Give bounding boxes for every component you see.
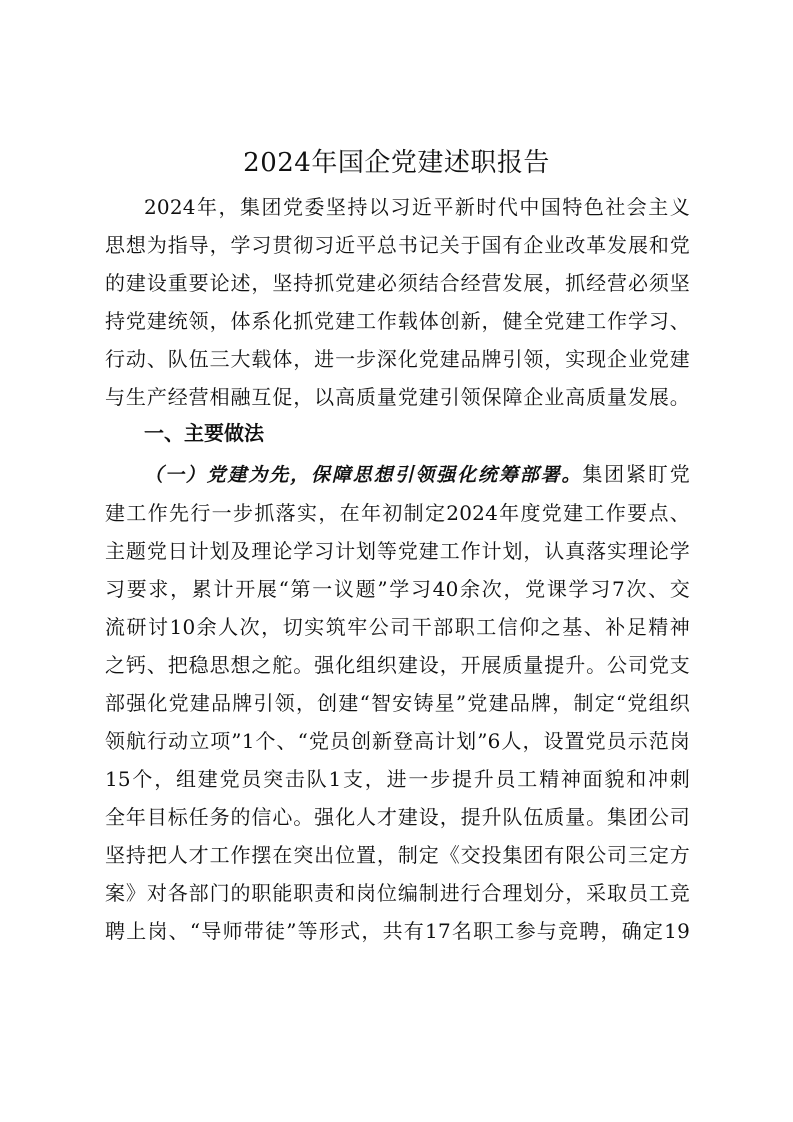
body-line-10: 坚持把人才工作摆在突出位置，制定《交投集团有限公司三定方	[105, 843, 690, 867]
intro-line-4: 持党建统领，体系化抓党建工作载体创新，健全党建工作学习、	[105, 309, 690, 333]
body-line-6: 部强化党建品牌引领，创建“智安铸星”党建品牌，制定“党组织	[105, 691, 690, 715]
subsection-first-line	[144, 455, 690, 494]
body-line-12: 聘上岗、“导师带徒”等形式，共有17名职工参与竞聘，确定19	[105, 919, 690, 943]
section-heading-1: 一、主要做法	[144, 421, 264, 445]
intro-line-1: 2024年，集团党委坚持以习近平新时代中国特色社会主义	[144, 195, 690, 219]
subsection-label: （一）党建为先，保障思想引领强化统筹部署。	[144, 464, 583, 486]
subsection-first-line-text: 集团紧盯党	[582, 462, 690, 486]
body-line-2: 主题党日计划及理论学习计划等党建工作计划，认真落实理论学	[105, 539, 690, 563]
intro-line-2: 思想为指导，学习贯彻习近平总书记关于国有企业改革发展和党	[105, 233, 690, 257]
body-line-7: 领航行动立项”1个、“党员创新登高计划”6人，设置党员示范岗	[105, 729, 690, 753]
intro-line-6: 与生产经营相融互促，以高质量党建引领保障企业高质量发展。	[105, 385, 690, 409]
intro-line-3: 的建设重要论述，坚持抓党建必须结合经营发展，抓经营必须坚	[105, 271, 690, 295]
body-line-5: 之钙、把稳思想之舵。强化组织建设，开展质量提升。公司党支	[105, 653, 690, 677]
body-line-9: 全年目标任务的信心。强化人才建设，提升队伍质量。集团公司	[105, 805, 690, 829]
body-line-4: 流研讨10余人次，切实筑牢公司干部职工信仰之基、补足精神	[105, 615, 690, 639]
body-line-1: 建工作先行一步抓落实，在年初制定2024年度党建工作要点、	[105, 501, 690, 525]
intro-line-5: 行动、队伍三大载体，进一步深化党建品牌引领，实现企业党建	[105, 347, 690, 371]
body-line-11: 案》对各部门的职能职责和岗位编制进行合理划分，采取员工竞	[105, 881, 690, 905]
document-title: 2024年国企党建述职报告	[243, 148, 550, 178]
body-line-8: 15个，组建党员突击队1支，进一步提升员工精神面貌和冲刺	[105, 767, 690, 791]
body-line-3: 习要求，累计开展“第一议题”学习40余次，党课学习7次、交	[105, 577, 690, 601]
